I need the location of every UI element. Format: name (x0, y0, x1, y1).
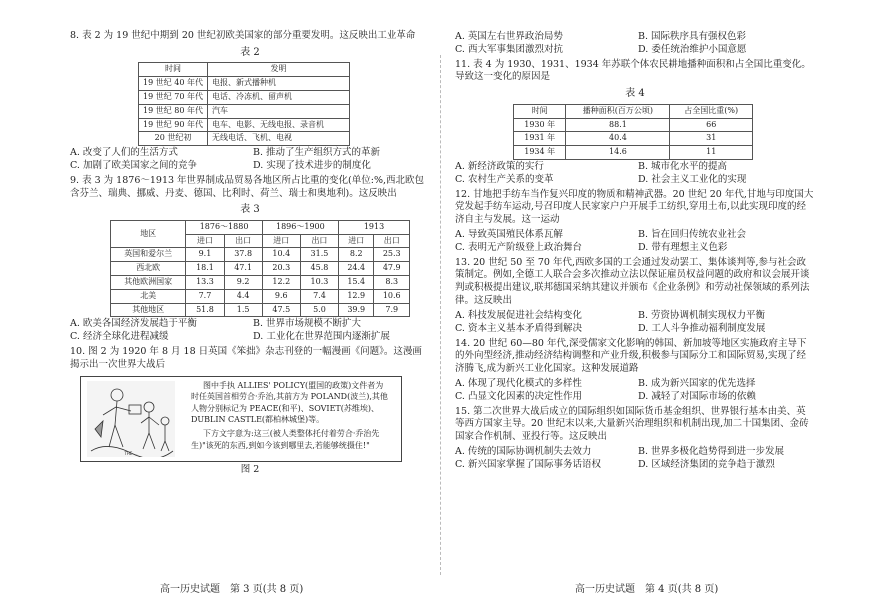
option: B. 世界多极化趋势得到进一步发展 (638, 446, 785, 457)
option: D. 社会主义工业化的实现 (638, 173, 747, 185)
table2-caption: 表 2 (240, 46, 260, 58)
option: C. 表明无产阶级登上政治舞台 (455, 241, 582, 253)
q9-stem: 9. 表 3 为 1876～1913 年世界制成品贸易各地区所占比重的变化(单位:%,西北欧包含芬兰、瑞典、挪威、丹麦、德国、比利时、荷兰、瑞士和奥地利)。这反映出 (70, 174, 425, 199)
option: D. 委任统治维护小国意愿 (638, 43, 747, 55)
cell: 47.9 (374, 262, 410, 276)
table-row (139, 77, 350, 91)
table4-header: 占全国比重(%) (670, 104, 753, 118)
option: A. 欧美各国经济发展趋于平衡 (70, 318, 197, 330)
cell: 无线电话、飞机、电视 (208, 132, 350, 146)
cell: 其他欧洲国家 (111, 276, 186, 290)
cell: 9.6 (262, 289, 300, 303)
table4-header: 播种面积(百万公顷) (566, 104, 670, 118)
table-row (111, 248, 410, 262)
cell: 19 世纪 70 年代 (139, 90, 208, 104)
cell: 18.1 (186, 262, 224, 276)
table2-header: 发明 (208, 63, 350, 77)
cell: 10.6 (374, 289, 410, 303)
option: D. 实现了技术进步的制度化 (253, 159, 371, 171)
option: C. 农村生产关系的变革 (455, 173, 554, 185)
period-header: 1896～1900 (262, 220, 338, 234)
table4-caption: 表 4 (625, 88, 645, 100)
cell: 7.9 (374, 303, 410, 317)
cell: 24.4 (339, 262, 374, 276)
cell: 47.5 (262, 303, 300, 317)
cell: 北美 (111, 289, 186, 303)
cell: 31.5 (300, 248, 338, 262)
table-row (111, 262, 410, 276)
option: D. 工人斗争推动福利制度发展 (638, 322, 766, 334)
cell: 9.1 (186, 248, 224, 262)
option: C. 西大军事集团激烈对抗 (455, 43, 563, 55)
q10-options (455, 31, 815, 57)
right-column (455, 30, 815, 474)
footer-right: 高一历史试题 第 4 页(共 8 页) (575, 584, 719, 595)
table2-header: 时间 (139, 63, 208, 77)
sub-header: 出口 (300, 234, 338, 248)
option: C. 新兴国家掌握了国际事务话语权 (455, 458, 601, 470)
cell: 其他地区 (111, 303, 186, 317)
table-row (111, 276, 410, 290)
option: C. 经济全球化进程减缓 (70, 331, 169, 343)
sub-header: 进口 (262, 234, 300, 248)
cell: 20.3 (262, 262, 300, 276)
cell: 15.4 (339, 276, 374, 290)
q12-options (455, 229, 815, 255)
cell: 39.9 (339, 303, 374, 317)
cell: 20 世纪初 (139, 132, 208, 146)
option: A. 新经济政策的实行 (455, 160, 544, 172)
q8-options (70, 147, 430, 173)
cell: 13.3 (186, 276, 224, 290)
q13-options (455, 310, 815, 336)
q12-stem: 12. 甘地把手纺车当作复兴印度的物质和精神武器。20 世纪 20 年代,甘地与印度国大党发起手纺车运动,号召印度人民家家户户开展手工纺织,穿用土布,以此实现印度的经济自主与发展。这一运动 (455, 188, 814, 226)
option: B. 推动了生产组织方式的革新 (253, 147, 381, 159)
option: A. 改变了人们的生活方式 (70, 147, 178, 159)
cell: 12.9 (339, 289, 374, 303)
cell: 12.2 (262, 276, 300, 290)
q11-options (455, 161, 815, 187)
figure2-text: 下方文字意为:这三(被人类整体托付着劳合·乔治先生)"该死的东西,到如今该到哪里去,若能够统摄住!" (191, 429, 380, 450)
cell: 7.4 (300, 289, 338, 303)
table3 (110, 220, 410, 318)
option: B. 劳资协调机制实现权力平衡 (638, 309, 766, 321)
option: D. 带有理想主义色彩 (638, 241, 728, 253)
q9-options (70, 318, 430, 344)
cell: 19 世纪 40 年代 (139, 77, 208, 91)
cell: 5.0 (300, 303, 338, 317)
table3-caption: 表 3 (240, 204, 260, 216)
table4-header: 时间 (514, 104, 566, 118)
cell: 1931 年 (514, 132, 566, 146)
q10-stem: 10. 图 2 为 1920 年 8 月 18 日英国《笨拙》杂志刊登的一幅漫画《问题》。这漫画揭示出一次世界大战后 (70, 346, 422, 370)
option: A. 体现了现代化模式的多样性 (455, 377, 582, 389)
cell: 电话、冷冻机、留声机 (208, 90, 350, 104)
cell: 1934 年 (514, 146, 566, 160)
cell: 9.2 (224, 276, 262, 290)
cell: 14.6 (566, 146, 670, 160)
q14-stem: 14. 20 世纪 60—80 年代,深受儒家文化影响的韩国、新加坡等地区实施政府主导下的外向型经济,推动经济结构调整和产业升级,积极参与国际分工和国际贸易,实现了经济腾飞,成为新兴工业化国家。这种发展道路 (455, 337, 807, 375)
option: C. 凸显文化因素的决定性作用 (455, 390, 582, 402)
q11-stem: 11. 表 4 为 1930、1931、1934 年苏联个体农民耕地播种面积和占全国比重变化。导致这一变化的原因是 (455, 58, 811, 83)
table-row (139, 132, 350, 146)
cell: 51.8 (186, 303, 224, 317)
table2 (138, 62, 350, 146)
option: A. 导致英国殖民体系瓦解 (455, 229, 563, 240)
figure2-text: 图中手执 ALLIES' POLICY(盟国的政策)文件者为时任英国首相劳合·乔治,其前方为 POLAND(波兰),其他人物分别标记为 PEACE(和平)、SOVIET(苏维埃)、DUBLIN CASTLE(都柏林城堡)等。 (191, 380, 388, 425)
sub-header: 出口 (374, 234, 410, 248)
option: D. 减轻了对国际市场的依赖 (638, 390, 756, 402)
option: D. 工业化在世界范围内逐渐扩展 (253, 331, 390, 343)
option: D. 区域经济集团的竞争趋于激烈 (638, 458, 775, 470)
cell: 西北欧 (111, 262, 186, 276)
figure2-caption: 图 2 (240, 463, 260, 475)
table-row (111, 303, 410, 317)
table-row (139, 104, 350, 118)
cell: 19 世纪 80 年代 (139, 104, 208, 118)
cell: 7.7 (186, 289, 224, 303)
period-header: 1913 (339, 220, 410, 234)
cell: 4.4 (224, 289, 262, 303)
cell: 45.8 (300, 262, 338, 276)
cell: 10.3 (300, 276, 338, 290)
cell: 电报、新式播种机 (208, 77, 350, 91)
cell: 31 (670, 132, 753, 146)
cell: 37.8 (224, 248, 262, 262)
table4 (513, 104, 753, 160)
table-row (139, 118, 350, 132)
cell: 66 (670, 118, 753, 132)
cell: 英国和爱尔兰 (111, 248, 186, 262)
q8-stem: 8. 表 2 为 19 世纪中期到 20 世纪初欧美国家的部分重要发明。这反映出工业革命 (70, 30, 416, 41)
option: A. 英国左右世界政治局势 (455, 31, 563, 42)
cell: 8.2 (339, 248, 374, 262)
cartoon-image (87, 381, 175, 457)
sub-header: 进口 (339, 234, 374, 248)
option: B. 世界市场规模不断扩大 (253, 318, 362, 330)
footer-left: 高一历史试题 第 3 页(共 8 页) (160, 584, 304, 595)
table-row (111, 289, 410, 303)
period-header: 1876～1880 (186, 220, 262, 234)
cell: 47.1 (224, 262, 262, 276)
table3-region-header: 地区 (111, 220, 186, 248)
cell: 19 世纪 90 年代 (139, 118, 208, 132)
cell: 8.3 (374, 276, 410, 290)
cartoon-caption: THE ... (124, 450, 138, 456)
q15-options (455, 446, 815, 472)
cell: 1.5 (224, 303, 262, 317)
table-row (514, 118, 753, 132)
option: A. 传统的国际协调机制失去效力 (455, 446, 592, 457)
q13-stem: 13. 20 世纪 50 至 70 年代,西欧多国的工会通过发动罢工、集体谈判等,参与社会政策制定。例如,全德工人联合会多次推动立法以保证雇员权益问题的政府和议会展开谈判或积极提出建议,联邦德国采纳其建议并颁布《企业条例》和劳动社保领域的系列法律。这反映出 (455, 256, 810, 307)
q14-options (455, 378, 815, 404)
sub-header: 进口 (186, 234, 224, 248)
cell: 10.4 (262, 248, 300, 262)
cell: 11 (670, 146, 753, 160)
table-row (139, 90, 350, 104)
page-divider (440, 55, 441, 575)
cell: 88.1 (566, 118, 670, 132)
q15-stem: 15. 第二次世界大战后成立的国际组织如国际货币基金组织、世界银行基本由美、英等西方国家主导。20 世纪末以来,大量新兴治理组织和机制出现,加二十国集团、金砖国家合作机制、亚投行等。这反映出 (455, 405, 809, 443)
option: B. 旨在回归传统农业社会 (638, 229, 747, 240)
option: A. 科技发展促进社会结构变化 (455, 309, 582, 321)
cell: 40.4 (566, 132, 670, 146)
option: B. 城市化水平的提高 (638, 160, 728, 172)
option: C. 资本主义基本矛盾得到解决 (455, 322, 582, 334)
option: B. 国际秩序具有强权色彩 (638, 31, 747, 42)
cell: 电车、电影、无线电报、录音机 (208, 118, 350, 132)
table-row (514, 132, 753, 146)
option: C. 加剧了欧美国家之间的竞争 (70, 159, 197, 171)
figure2-description (191, 380, 391, 454)
cell: 25.3 (374, 248, 410, 262)
option: B. 成为新兴国家的优先选择 (638, 377, 756, 389)
cell: 1930 年 (514, 118, 566, 132)
table-row (514, 146, 753, 160)
left-column (70, 30, 430, 476)
sub-header: 出口 (224, 234, 262, 248)
cell: 汽车 (208, 104, 350, 118)
figure2-box (80, 376, 402, 462)
